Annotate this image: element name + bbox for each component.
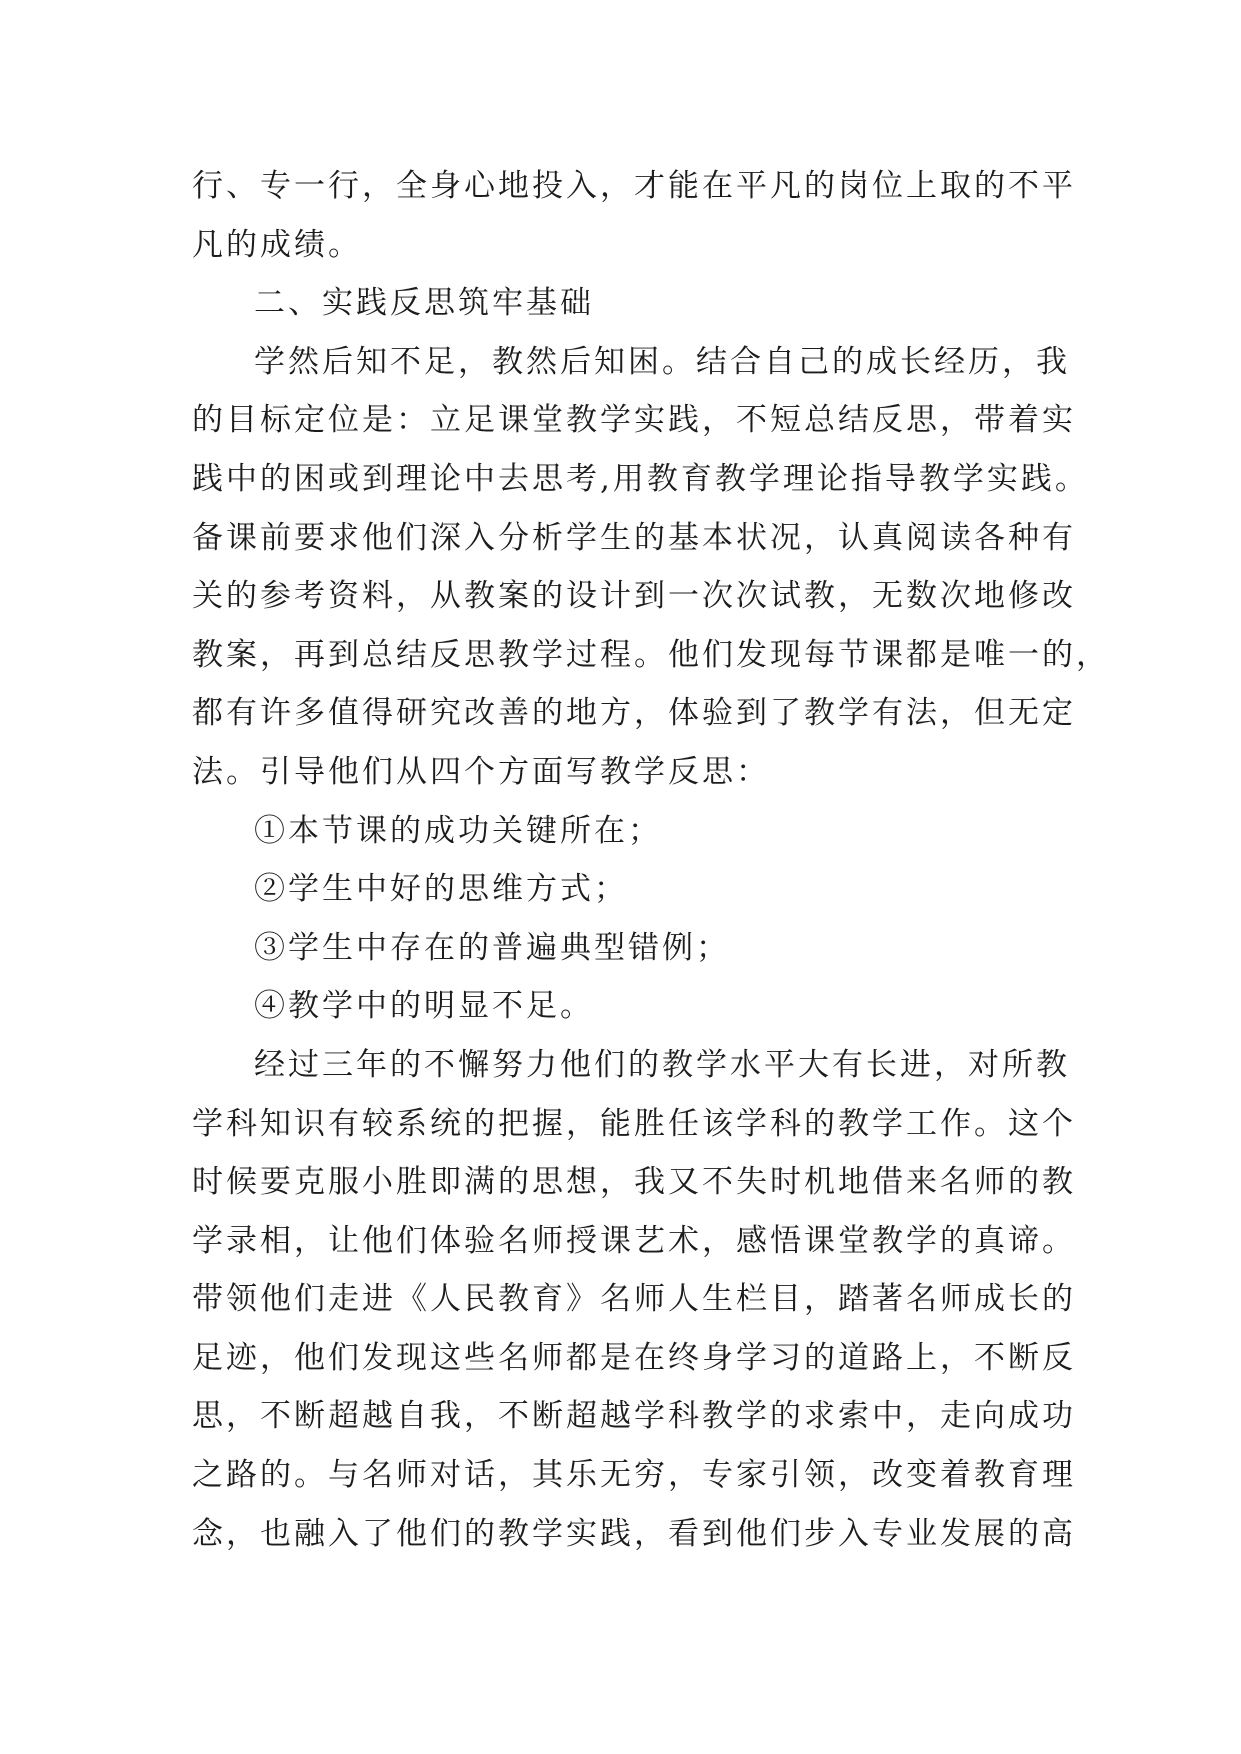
text-line: 关的参考资料，从教案的设计到一次次试教，无数次地修改 — [192, 578, 1076, 615]
text-line: 带领他们走进《人民教育》名师人生栏目，踏著名师成长的 — [192, 1281, 1076, 1318]
list-item: ②学生中好的思维方式； — [254, 871, 628, 908]
text-line: 法。引导他们从四个方面写教学反思： — [192, 753, 770, 790]
list-item: ①本节课的成功关键所在； — [254, 812, 662, 849]
list-item: ④教学中的明显不足。 — [254, 988, 594, 1025]
text-line: 时候要克服小胜即满的思想，我又不失时机地借来名师的教 — [192, 1164, 1076, 1201]
text-line: 思，不断超越自我，不断超越学科教学的求索中，走向成功 — [192, 1398, 1076, 1435]
text-line: 行、专一行，全身心地投入，才能在平凡的岗位上取的不平 — [192, 168, 1076, 204]
text-line: 的目标定位是：立足课堂教学实践，不短总结反思，带着实 — [192, 402, 1076, 439]
text-line: 学录相，让他们体验名师授课艺术，感悟课堂教学的真谛。 — [192, 1222, 1076, 1259]
section-heading: 二、实践反思筑牢基础 — [254, 285, 594, 322]
text-line: 之路的。与名师对话，其乐无穷，专家引领，改变着教育理 — [192, 1457, 1076, 1494]
text-line: 都有许多值得研究改善的地方，体验到了教学有法，但无定 — [192, 695, 1076, 732]
text-line: 念，也融入了他们的教学实践，看到他们步入专业发展的高 — [192, 1515, 1076, 1552]
text-line: 经过三年的不懈努力他们的教学水平大有长进，对所教 — [254, 1046, 1070, 1083]
list-item: ③学生中存在的普遍典型错例； — [254, 929, 730, 966]
body-text — [192, 157, 1110, 1563]
text-line: 学然后知不足，教然后知困。结合自己的成长经历，我 — [254, 343, 1070, 380]
text-line: 足迹，他们发现这些名师都是在终身学习的道路上，不断反 — [192, 1339, 1076, 1376]
text-line: 践中的困或到理论中去思考,用教育教学理论指导教学实践。 — [192, 460, 1089, 497]
text-line: 教案，再到总结反思教学过程。他们发现每节课都是唯一的， — [192, 636, 1110, 673]
text-line: 凡的成绩。 — [192, 226, 362, 263]
text-line: 备课前要求他们深入分析学生的基本状况，认真阅读各种有 — [192, 519, 1076, 556]
text-line: 学科知识有较系统的把握，能胜任该学科的教学工作。这个 — [192, 1105, 1076, 1142]
